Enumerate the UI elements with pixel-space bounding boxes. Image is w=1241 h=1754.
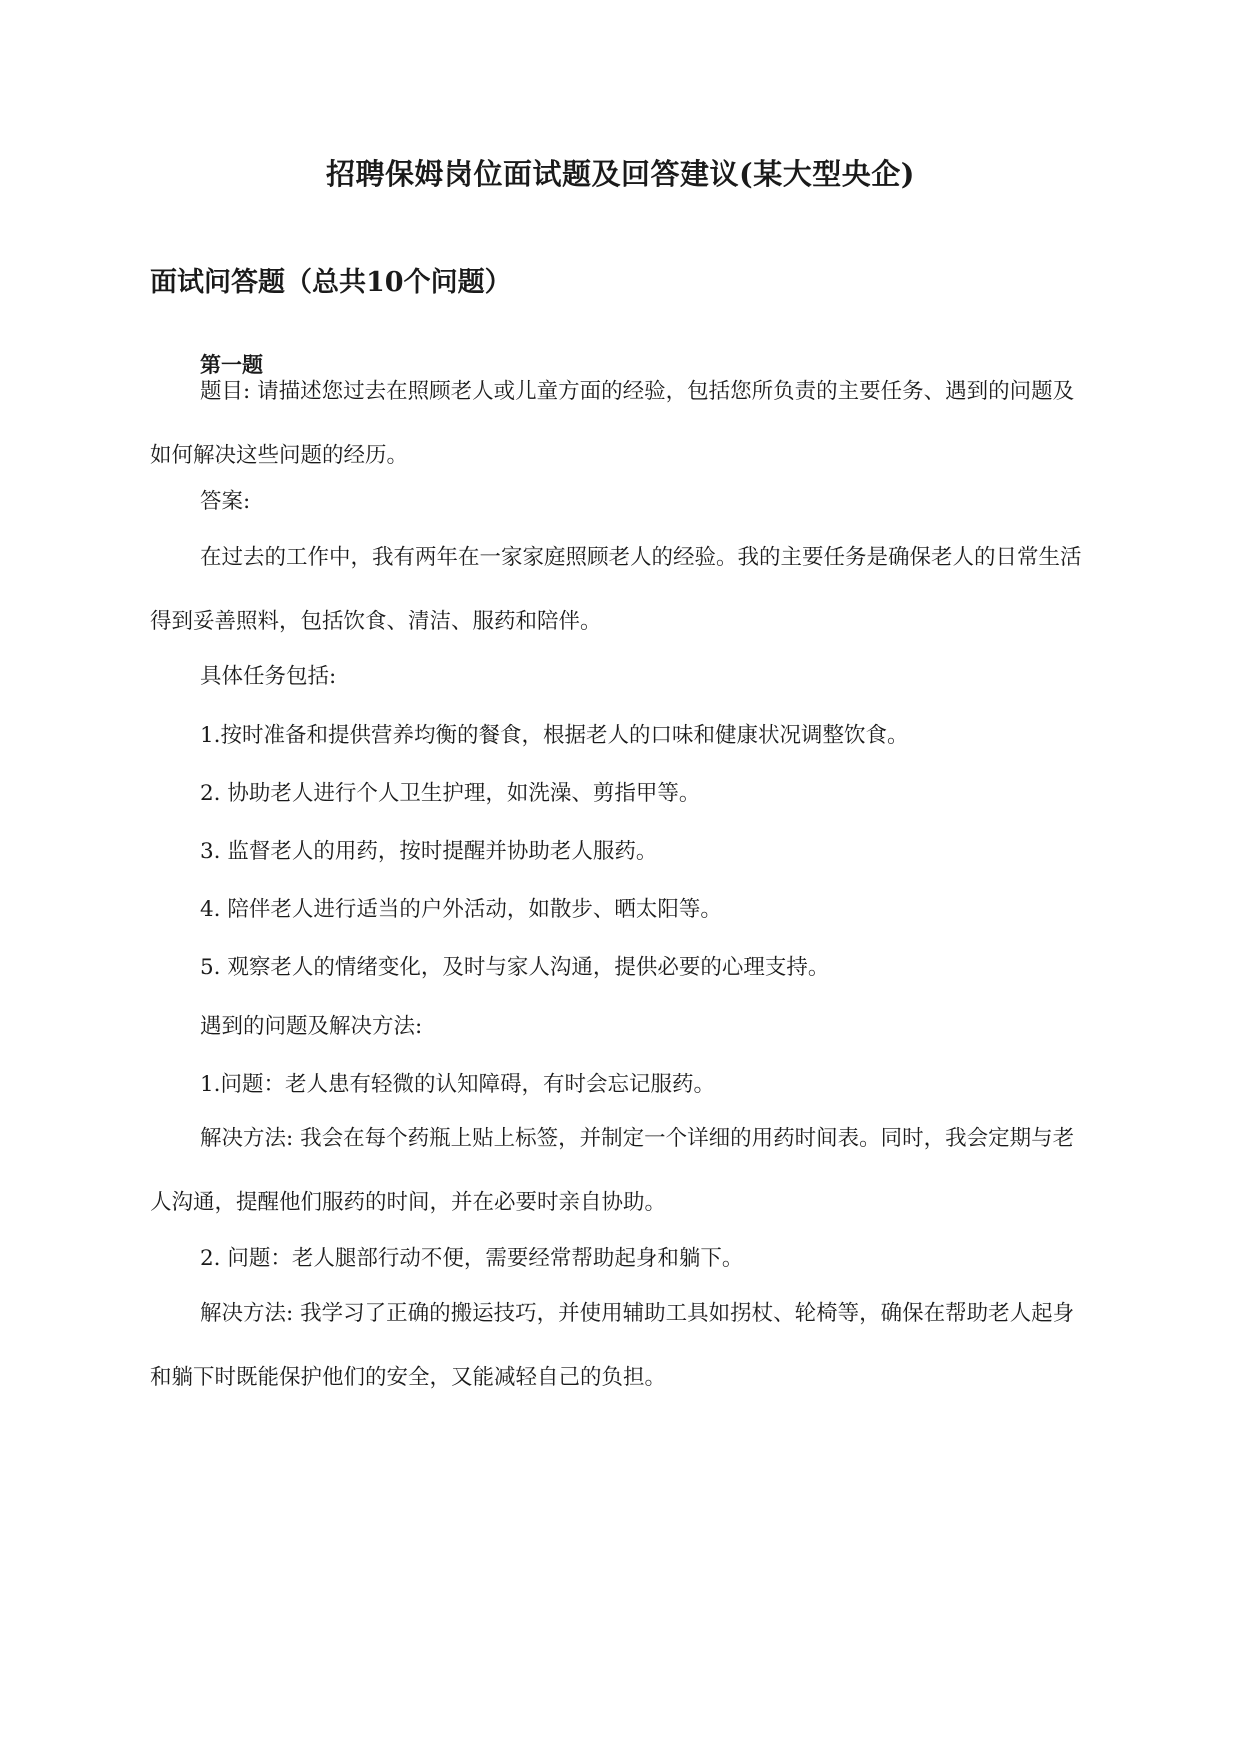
task-item: 5. 观察老人的情绪变化，及时与家人沟通，提供必要的心理支持。 <box>200 955 830 980</box>
answer-label: 答案: <box>200 489 251 514</box>
task-item: 3. 监督老人的用药，按时提醒并协助老人服药。 <box>200 839 658 864</box>
section-heading: 面试问答题（总共10个问题） <box>150 267 512 298</box>
task-item: 1.按时准备和提供营养均衡的餐食，根据老人的口味和健康状况调整饮食。 <box>200 723 909 748</box>
solution-item: 解决方法: 我学习了正确的搬运技巧，并使用辅助工具如拐杖、轮椅等，确保在帮助老人起身和躺下时既能保护他们的安全，又能减轻自己的负担。 <box>150 1301 1075 1390</box>
tasks-label: 具体任务包括: <box>200 664 337 689</box>
task-item: 4. 陪伴老人进行适当的户外活动，如散步、晒太阳等。 <box>200 897 722 922</box>
task-item: 2. 协助老人进行个人卫生护理，如洗澡、剪指甲等。 <box>200 781 701 806</box>
question-prompt: 题目: 请描述您过去在照顾老人或儿童方面的经验，包括您所负责的主要任务、遇到的问题及如何解决这些问题的经历。 <box>150 379 1075 468</box>
problems-label: 遇到的问题及解决方法: <box>200 1014 423 1039</box>
problem-item: 1.问题：老人患有轻微的认知障碍，有时会忘记服药。 <box>200 1072 716 1097</box>
question-heading: 第一题 <box>200 352 263 377</box>
answer-intro: 在过去的工作中，我有两年在一家家庭照顾老人的经验。我的主要任务是确保老人的日常生活得到妥善照料，包括饮食、清洁、服药和陪伴。 <box>150 545 1082 634</box>
solution-item: 解决方法: 我会在每个药瓶上贴上标签，并制定一个详细的用药时间表。同时，我会定期与老人沟通，提醒他们服药的时间，并在必要时亲自协助。 <box>150 1126 1075 1215</box>
problem-item: 2. 问题：老人腿部行动不便，需要经常帮助起身和躺下。 <box>200 1246 744 1271</box>
document-title: 招聘保姆岗位面试题及回答建议(某大型央企) <box>326 157 915 191</box>
